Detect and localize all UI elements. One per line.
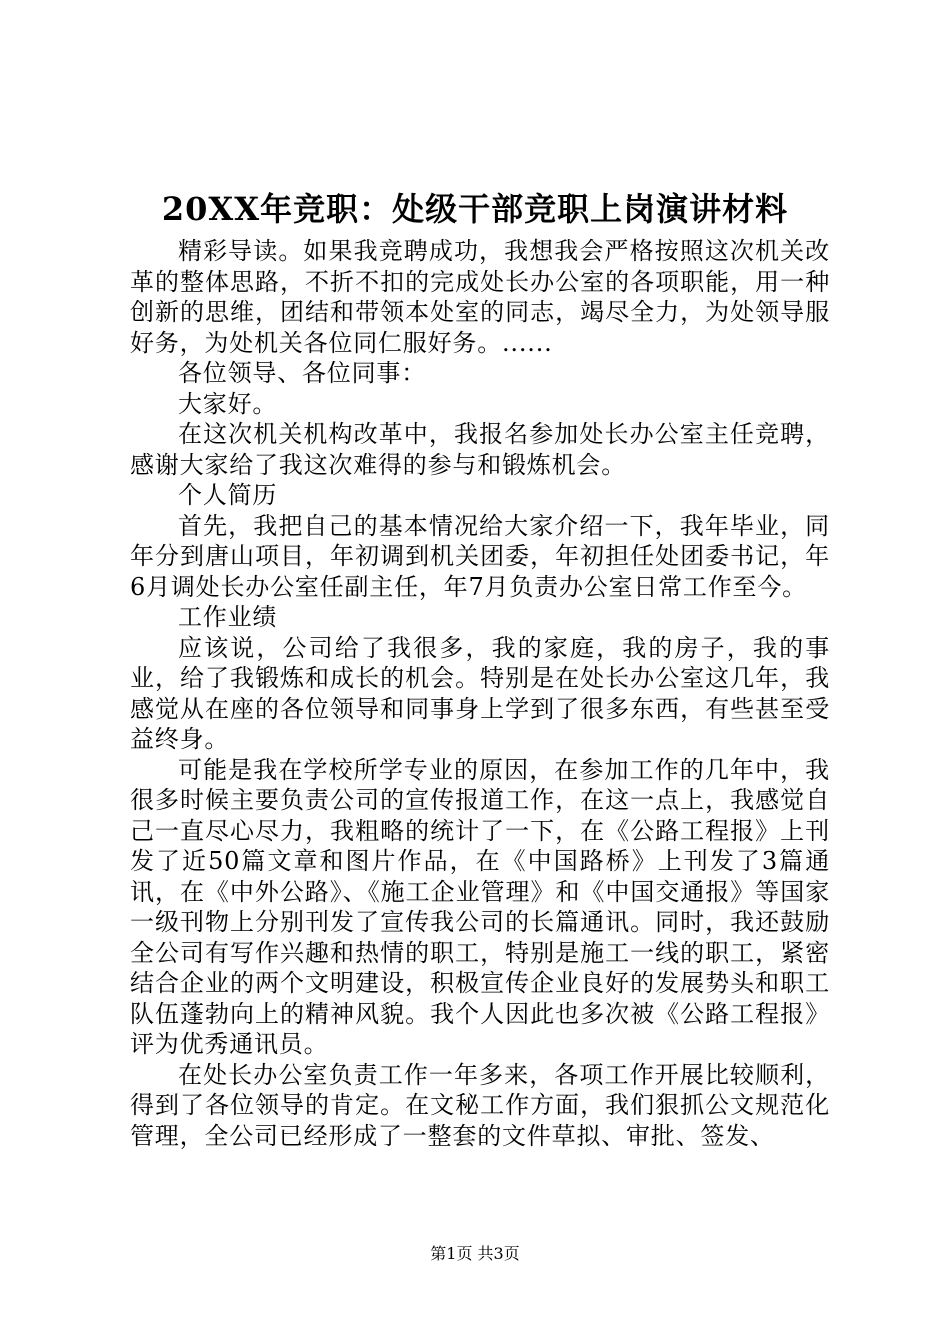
paragraph-gratitude: 应该说，公司给了我很多，我的家庭，我的房子，我的事业，给了我锻炼和成长的机会。特别是在处长办公室这几年，我感觉从在座的各位领导和同事身上学到了很多东西，有些甚至受益终身。	[130, 633, 830, 753]
document-title: 20XX年竞职：处级干部竞职上岗演讲材料	[161, 190, 789, 228]
section-heading-achievements: 工作业绩	[178, 603, 278, 631]
section-heading-resume: 个人简历	[178, 481, 278, 509]
paragraph-intro: 精彩导读。如果我竞聘成功，我想我会严格按照这次机关改革的整体思路，不折不扣的完成处长办公室的各项职能，用一种创新的思维，团结和带领本处室的同志，竭尽全力，为处领导服好务，为处机关各位同仁服好务。......	[130, 237, 830, 357]
page-number-footer: 第1页 共3页	[430, 1244, 520, 1263]
paragraph-opening: 在这次机关机构改革中，我报名参加处长办公室主任竞聘，感谢大家给了我这次难得的参与和锻炼机会。	[130, 420, 830, 479]
paragraph-salutation: 各位领导、各位同事：	[178, 359, 426, 387]
paragraph-resume: 首先，我把自己的基本情况给大家介绍一下，我年毕业，同年分到唐山项目，年初调到机关团委，年初担任处团委书记，年6月调处长办公室任副主任，年7月负责办公室日常工作至今。	[130, 511, 830, 601]
document-body	[130, 236, 830, 1151]
paragraph-publicity-work: 可能是我在学校所学专业的原因，在参加工作的几年中，我很多时候主要负责公司的宣传报道工作，在这一点上，我感觉自己一直尽心尽力，我粗略的统计了一下，在《公路工程报》上刊发了近50篇文章和图片作品，在《中国路桥》上刊发了3篇通讯，在《中外公路》、《施工企业管理》和《中国交通报》等国家一级刊物上分别刊发了宣传我公司的长篇通讯。同时，我还鼓励全公司有写作兴趣和热情的职工，特别是施工一线的职工，紧密结合企业的两个文明建设，积极宣传企业良好的发展势头和职工队伍蓬勃向上的精神风貌。我个人因此也多次被《公路工程报》评为优秀通讯员。	[130, 755, 830, 1058]
paragraph-office-work: 在处长办公室负责工作一年多来，各项工作开展比较顺利，得到了各位领导的肯定。在文秘工作方面，我们狠抓公文规范化管理，全公司已经形成了一整套的文件草拟、审批、签发、	[130, 1060, 830, 1150]
paragraph-greeting: 大家好。	[178, 389, 278, 418]
